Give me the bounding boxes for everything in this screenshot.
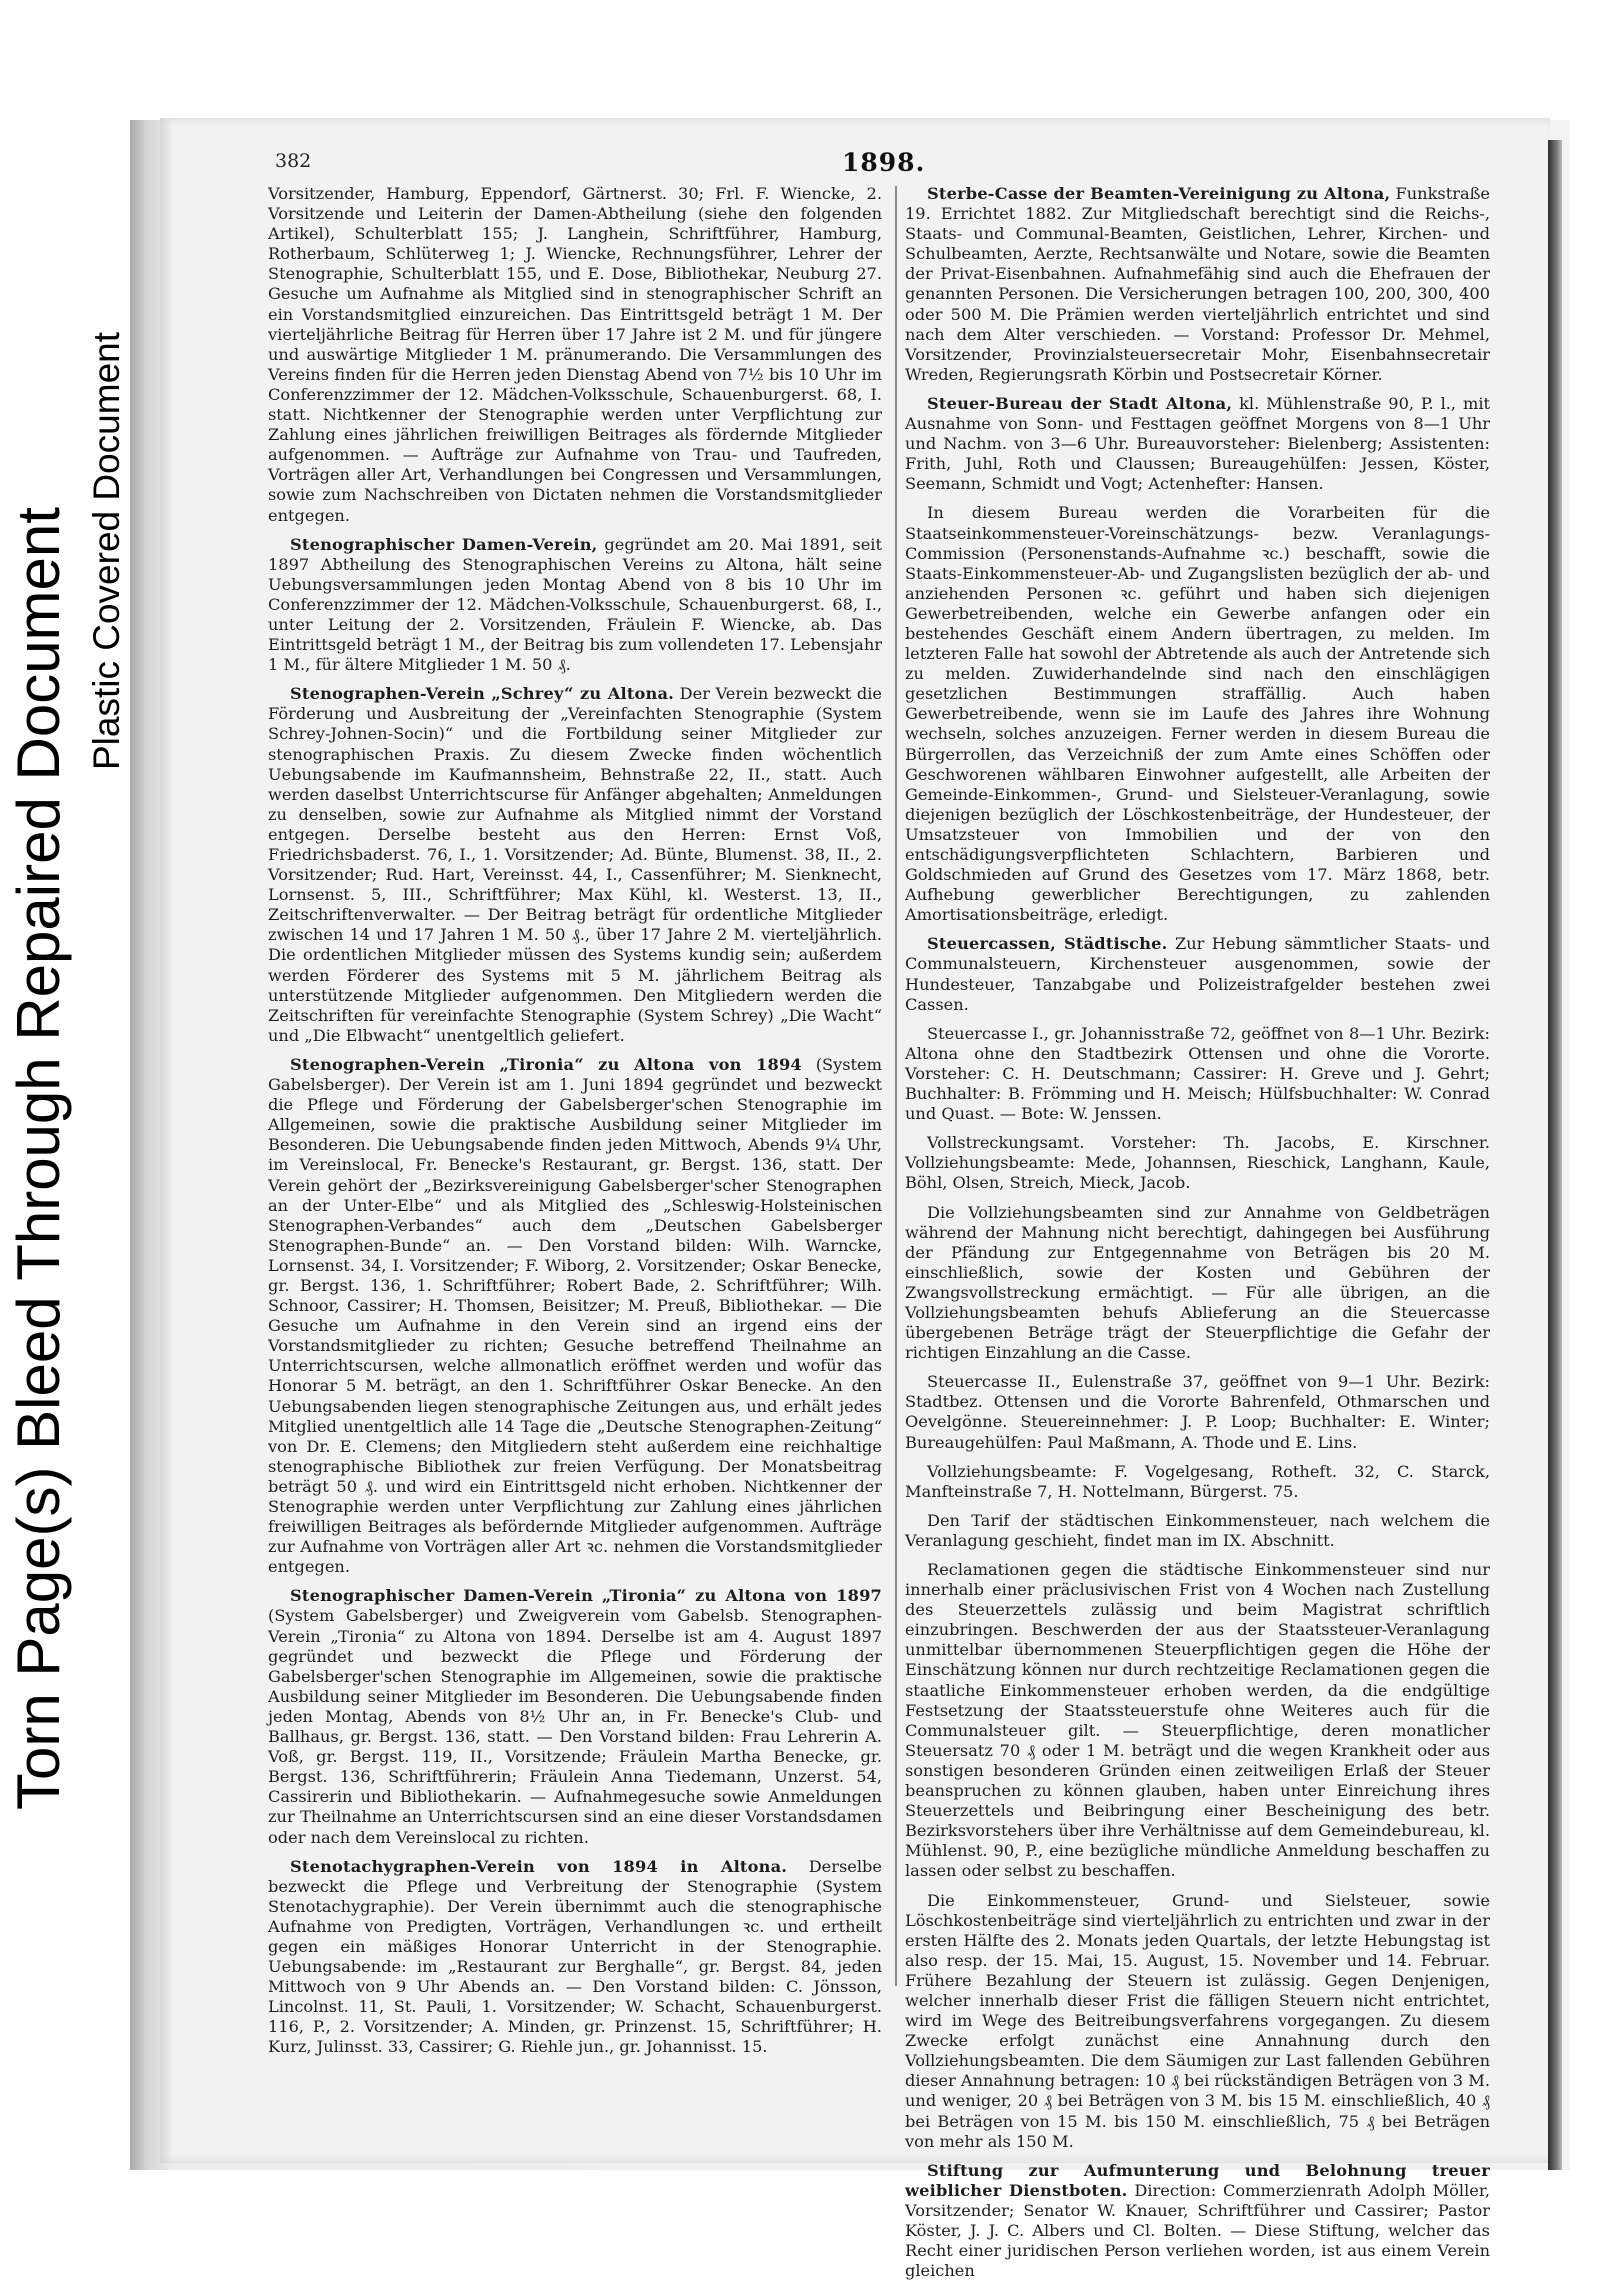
entry-text: Vollziehungsbeamte: F. Vogelgesang, Rotheft. 32, C. Starck, Manfteinstraße 7, H. Nottelmann, Bürgerst. 75. xyxy=(905,1461,1490,1501)
column-entry xyxy=(268,535,882,676)
column-entry xyxy=(268,184,882,526)
entry-text: Steuercasse II., Eulenstraße 37, geöffnet von 9—1 Uhr. Bezirk: Stadtbez. Ottensen und die Vororte Bahrenfeld, Othmarschen und Oevelgönne. Steuereinnehmer: J. P. Loop; Buchhalter: E. Winter; Bureaugehülfen: Paul Maßmann, A. Thode und E. Lins. xyxy=(905,1372,1490,1452)
right-column xyxy=(905,184,1490,2290)
scan-condition-label: Plastic Covered Document xyxy=(86,331,127,770)
entry-text: (System Gabelsberger) und Zweigverein vom Gabelsb. Stenographen-Verein „Tironia“ zu Altona von 1894. Derselbe ist am 4. August 1897 gegründet und bezweckt die Pflege und Förderung der Gabelsberger'schen Stenographie im Allgemeinen, sowie die praktische Ausbildung seiner Mitglieder im Besonderen. Die Uebungsabende finden jeden Montag, Abends von 8½ Uhr an, in Fr. Benecke's Club- und Ballhaus, gr. Bergst. 136, statt. — Den Vorstand bilden: Frau Lehrerin A. Voß, gr. Bergst. 119, II., Vorsitzende; Fräulein Martha Benecke, gr. Bergst. 136, Schriftführerin; Fräulein Anna Tiedemann, Unzerst. 54, Cassirerin und Bibliothekarin. — Aufnahmegesuche sowie Anmeldungen zur Theilnahme an Unterrichtscursen sind an eine dieser Vorstandsdamen oder nach dem Vereinslocal zu richten. xyxy=(268,1606,882,1847)
page-binding-edge xyxy=(1548,140,1562,2170)
entry-text: Reclamationen gegen die städtische Einkommensteuer sind nur innerhalb einer präclusivischen Frist von 4 Wochen nach Zustellung des Steuerzettels zulässig und beim Magistrat schriftlich einzubringen. Beschwerden der aus der Staatssteuer-Veranlagung unmittelbar übernommenen Steuerpflichtigen gegen die Höhe der Einschätzung können nur durch rechtzeitige Reclamationen gegen die staatliche Einkommensteuer erhoben werden, da die endgültige Festsetzung der Staatssteuerstufe ohne Weiteres auch für die Communalsteuer gilt. — Steuerpflichtige, deren monatlicher Steuersatz 70 ₰ oder 1 M. beträgt und die wegen Krankheit oder aus sonstigen besonderen Gründen einen zeitweiligen Erlaß der Steuer beanspruchen zu können glauben, haben unter Einreichung ihres Steuerzettels und Beibringung einer Bescheinigung des betr. Bezirksvorstehers über ihre Verhältnisse auf dem Gemeindebureau, kl. Mühlenst. 90, P., eine bezügliche mündliche Anmeldung beschaffen zu lassen oder selbst zu beschaffen. xyxy=(905,1560,1490,1881)
entry-text: kl. Mühlenstraße 90, P. l., mit Ausnahme von Sonn- und Festtagen geöffnet Morgens von 8—1 Uhr und Nachm. von 3—6 Uhr. Bureauvorsteher: Bielenberg; Assistenten: Frith, Juhl, Roth und Claussen; Bureaugehülfen: Jessen, Köster, Seemann, Schmidt und Vogt; Actenhefter: Hansen. xyxy=(905,393,1491,494)
entry-heading: Stiftung zur Aufmunterung und Belohnung treuer weiblicher Dienstboten. xyxy=(905,2160,1490,2200)
entry-text: Funkstraße 19. Errichtet 1882. Zur Mitgliedschaft berechtigt sind die Reichs-, Staats- und Communal-Beamten, Geistlichen, Lehrer, Kirchen- und Schulbeamten, Aerzte, Rechtsanwälte und Notare, sowie die Beamten der Privat-Eisenbahnen. Aufnahmefähig sind auch die Ehefrauen der genannten Personen. Die Versicherungen betragen 100, 200, 300, 400 oder 500 M. Die Prämien werden vierteljährlich entrichtet und sind nach dem Alter verschieden. — Vorstand: Professor Dr. Mehmel, Vorsitzender, Provinzialsteuersecretair Mohr, Eisenbahnsecretair Wreden, Regierungsrath Körbin und Postsecretair Körner. xyxy=(905,184,1491,384)
entry-heading: Stenographischer Damen-Verein „Tironia“ zu Altona von 1897 xyxy=(290,1586,882,1606)
column-divider xyxy=(895,186,897,1986)
entry-heading: Steuercassen, Städtische. xyxy=(927,934,1168,954)
column-entry xyxy=(905,1372,1490,1452)
entry-heading: Steuer-Bureau der Stadt Altona, xyxy=(927,393,1233,413)
column-entry xyxy=(905,2161,1490,2282)
entry-text: Vorsitzender, Hamburg, Eppendorf, Gärtnerst. 30; Frl. F. Wiencke, 2. Vorsitzende und Leiterin der Damen-Abtheilung (siehe den folgenden Artikel), Schulterblatt 155; J. Langhein, Schriftführer, Hamburg, Rotherbaum, Schlüterweg 1; J. Wiencke, Rechnungsführer, Lehrer der Stenographie, Schulterblatt 155, und E. Dose, Bibliothekar, Neuburg 27. Gesuche um Aufnahme als Mitglied sind in stenographischer Schrift an ein Vorstandsmitglied einzureichen. Das Eintrittsgeld beträgt 1 M. Der vierteljährliche Beitrag für Herren über 17 Jahre ist 2 M. und für jüngere und auswärtige Mitglieder 1 M. pränumerando. Die Versammlungen des Vereins finden für die Herren jeden Dienstag Abend von 7½ bis 10 Uhr im Conferenzzimmer der 12. Mädchen-Volksschule, Schauenburgerst. 68, I. statt. Nichtkenner der Stenographie werden unter Verpflichtung zur Zahlung eines jährlichen freiwilligen Beitrages als fördernde Mitglieder aufgenommen. — Aufträge zur Aufnahme von Trau- und Taufreden, Vorträgen aller Art, Verhandlungen bei Congressen und Versammlungen, sowie zum Nachschreiben von Dictaten nehmen die Vorstandsmitglieder entgegen. xyxy=(268,184,882,525)
column-entry xyxy=(905,1511,1490,1551)
entry-heading: Stenotachygraphen-Verein von 1894 in Altona. xyxy=(290,1856,788,1876)
entry-text: Zur Hebung sämmtlicher Staats- und Communalsteuern, Kirchensteuer ausgenommen, sowie der Hundesteuer, Tanzabgabe und Polizeistrafgelder bestehen zwei Cassen. xyxy=(905,934,1491,1014)
column-entry xyxy=(905,1133,1490,1193)
column-entry xyxy=(905,394,1490,494)
column-entry xyxy=(905,1462,1490,1502)
column-entry xyxy=(268,1586,882,1847)
column-entry xyxy=(268,1055,882,1577)
page-header-year: 1898. xyxy=(842,148,926,177)
column-entry xyxy=(268,684,882,1046)
entry-heading: Stenographischer Damen-Verein, xyxy=(290,534,598,554)
column-entry xyxy=(905,1203,1490,1364)
entry-heading: Sterbe-Casse der Beamten-Vereinigung zu Altona, xyxy=(927,184,1391,203)
column-entry xyxy=(905,934,1490,1014)
entry-text: Vollstreckungsamt. Vorsteher: Th. Jacobs, E. Kirschner. Vollziehungsbeamte: Mede, Johannsen, Rieschick, Langhann, Kaule, Böhl, Olsen, Streich, Mieck, Jacob. xyxy=(905,1133,1490,1193)
entry-text: Steuercasse I., gr. Johannisstraße 72, geöffnet von 8—1 Uhr. Bezirk: Altona ohne den Stadtbezirk Ottensen und ohne die Vororte. Vorsteher: C. H. Deutschmann; Cassirer: H. Greve und J. Gehrt; Buchhalter: B. Frömming und H. Meisch; Hülfsbuchhalter: W. Conrad und Quast. — Bote: W. Jenssen. xyxy=(905,1023,1490,1124)
entry-text: gegründet am 20. Mai 1891, seit 1897 Abtheilung des Stenographischen Vereins zu Altona, hält seine Uebungsversammlungen jeden Montag Abend von 8 bis 10 Uhr im Conferenzzimmer der 12. Mädchen-Volksschule, Schauenburgerst. 68, I., unter Leitung der 2. Vorsitzenden, Fräulein F. Wiencke, ab. Das Eintrittsgeld beträgt 1 M., der Beitrag bis zum vollendeten 17. Lebensjahr 1 M., für ältere Mitglieder 1 M. 50 ₰. xyxy=(268,534,882,675)
scan-defect-label: Torn Page(s) Bleed Through Repaired Document xyxy=(5,507,72,1810)
entry-text: Den Tarif der städtischen Einkommensteuer, nach welchem die Veranlagung geschieht, findet man im IX. Abschnitt. xyxy=(905,1510,1490,1550)
left-column xyxy=(268,184,882,2067)
entry-text: (System Gabelsberger). Der Verein ist am 1. Juni 1894 gegründet und bezweckt die Pflege und Förderung der Gabelsberger'schen Stenographie im Allgemeinen, sowie die praktische Ausbildung seiner Mitglieder im Besonderen. Die Uebungsabende finden jeden Mittwoch, Abends 9¼ Uhr, im Vereinslocal, Fr. Benecke's Restaurant, gr. Bergst. 136, statt. Der Verein gehört der „Bezirksvereinigung Gabelsberger'scher Stenographen an der Unter-Elbe“ und als Mitglied des „Schleswig-Holsteinischen Stenographen-Verbandes“ auch dem „Deutschen Gabelsberger Stenographen-Bunde“ an. — Den Vorstand bilden: Wilh. Warncke, Lornsenst. 34, I. Vorsitzender; F. Wiborg, 2. Vorsitzender; Oskar Benecke, gr. Bergst. 136, 1. Schriftführer; Robert Bade, 2. Schriftführer; Wilh. Schnoor, Cassirer; H. Thomsen, Beisitzer; M. Preuß, Bibliothekar. — Die Gesuche um Aufnahme in den Verein sind an irgend eins der Vorstandsmitglieder zu richten; Gesuche betreffend Theilnahme an Unterrichtscursen, welche allmonatlich eröffnet werden und wofür das Honorar 5 M. beträgt, an den 1. Schriftführer Oskar Benecke. An den Uebungsabenden liegen stenographische Zeitungen aus, und erhält jedes Mitglied unentgeltlich alle 14 Tage die „Deutsche Stenographen-Zeitung“ von Dr. E. Clemens; den Mitgliedern steht außerdem eine reichhaltige stenographische Bibliothek zur freien Verfügung. Der Monatsbeitrag beträgt 50 ₰. und wird ein Eintrittsgeld nicht erhoben. Nichtkenner der Stenographie werden unter Verpflichtung zur Zahlung eines jährlichen freiwilligen Beitrages als befördernde Mitglieder aufgenommen. Aufträge zur Aufnahme von Vorträgen aller Art ꝛc. nehmen die Vorstandsmitglieder entgegen. xyxy=(268,1054,882,1577)
column-entry xyxy=(905,1560,1490,1882)
column-entry xyxy=(905,184,1490,385)
entry-text: Direction: Commerzienrath Adolph Möller, Vorsitzender; Senator W. Knauer, Schriftführer und Cassirer; Pastor Köster, J. J. C. Albers und Cl. Bolten. — Diese Stiftung, welcher das Recht einer juridischen Person verliehen worden, ist aus einem Verein gleichen xyxy=(905,2180,1490,2281)
page-number: 382 xyxy=(275,150,312,172)
column-entry xyxy=(905,503,1490,925)
entry-heading: Stenographen-Verein „Tironia“ zu Altona von 1894 xyxy=(290,1054,802,1074)
entry-text: Die Einkommensteuer, Grund- und Sielsteuer, sowie Löschkostenbeiträge sind vierteljährlich zu entrichten und zwar in der ersten Hälfte des 2. Monats jeden Quartals, der letzte Hebungstag ist also resp. der 15. Mai, 15. August, 15. November und 14. Februar. Frühere Bezahlung der Steuern ist zulässig. Gegen Denjenigen, welcher innerhalb dieser Frist die fälligen Steuern nicht entrichtet, wird im Wege des Beitreibungsverfahrens vorgegangen. Zu diesem Zwecke erfolgt zunächst eine Annahnung durch den Vollziehungsbeamten. Die dem Säumigen zur Last fallenden Gebühren dieser Annahnung betragen: 10 ₰ bei rückständigen Beträgen von 3 M. und weniger, 20 ₰ bei Beträgen von 3 M. bis 15 M. einschließlich, 40 ₰ bei Beträgen von 15 M. bis 150 M. einschließlich, 75 ₰ bei Beträgen von mehr als 150 M. xyxy=(905,1890,1490,2151)
entry-text: Die Vollziehungsbeamten sind zur Annahme von Geldbeträgen während der Mahnung nicht berechtigt, dahingegen bei Ausführung der Pfändung zur Entgegennahme von Beträgen bis 20 M. einschließlich, sowie der Kosten und Gebühren der Zwangsvollstreckung ermächtigt. — Für alle übrigen, an die Vollziehungsbeamten behufs Ablieferung an die Steuercasse übergebenen Beträge trägt der Steuerpflichtige die Gefahr der richtigen Einzahlung an die Casse. xyxy=(905,1202,1490,1363)
entry-text: Der Verein bezweckt die Förderung und Ausbreitung der „Vereinfachten Stenographie (System Schrey-Johnen-Socin)“ und die Fortbildung seiner Mitglieder zur stenographischen Praxis. Zu diesem Zwecke finden wöchentlich Uebungsabende im Kaufmannsheim, Behnstraße 22, II., statt. Auch werden daselbst Unterrichtscurse für Anfänger abgehalten; Anmeldungen zu denselben, sowie zur Aufnahme als Mitglied nimmt der Vorstand entgegen. Derselbe besteht aus den Herren: Ernst Voß, Friedrichsbaderst. 76, I., 1. Vorsitzender; Ad. Bünte, Blumenst. 38, II., 2. Vorsitzender; Rud. Hart, Vereinsst. 44, I., Cassenführer; M. Sienknecht, Lornsenst. 5, III., Schriftführer; Max Kühl, kl. Westerst. 13, II., Zeitschriftenverwalter. — Der Beitrag beträgt für ordentliche Mitglieder zwischen 14 und 17 Jahren 1 M. 50 ₰., über 17 Jahre 2 M. vierteljährlich. Die ordentlichen Mitglieder müssen des Systems kundig sein; außerdem werden Förderer des Systems mit 5 M. jährlichem Beitrag als unterstützende Mitglieder aufgenommen. Den Mitgliedern werden die Zeitschriften für vereinfachte Stenographie (System Schrey) „Die Wacht“ und „Die Elbwacht“ unentgeltlich geliefert. xyxy=(268,684,882,1045)
entry-text: Derselbe bezweckt die Pflege und Verbreitung der Stenographie (System Stenotachygraphie). Der Verein übernimmt auch die stenographische Aufnahme von Predigten, Vorträgen, Verhandlungen ꝛc. und ertheilt gegen ein mäßiges Honorar Unterricht in der Stenographie. Uebungsabende: im „Restaurant zur Berghalle“, gr. Bergst. 84, jeden Mittwoch von 9 Uhr Abends an. — Den Vorstand bilden: C. Jönsson, Lincolnst. 11, St. Pauli, 1. Vorsitzender; W. Schacht, Schauenburgerst. 116, P., 2. Vorsitzender; A. Minden, gr. Prinzenst. 15, Schriftführer; H. Kurz, Julinsst. 33, Cassirer; G. Riehle jun., gr. Johannisst. 15. xyxy=(268,1856,882,2057)
column-entry xyxy=(905,1024,1490,1124)
entry-text: In diesem Bureau werden die Vorarbeiten für die Staatseinkommensteuer-Voreinschätzungs- bezw. Veranlagungs-Commission (Personenstands-Aufnahme ꝛc.) beschafft, sowie die Staats-Einkommensteuer-Ab- und Zugangslisten bezüglich der ab- und anziehenden Personen ꝛc. geführt und haben sich diejenigen Gewerbetreibenden, welche ein Gewerbe anfangen oder ein bestehendes Geschäft einem Andern übertragen, zu melden. Im letzteren Falle hat sowohl der Abtretende als auch der Antretende sich zu melden. Zuwiderhandelnde sind nach den einschlägigen gesetzlichen Bestimmungen straffällig. Auch haben Gewerbetreibende, wenn sie im Laufe des Jahres ihre Wohnung wechseln, solches anzuzeigen. Ferner werden in diesem Bureau die Bürgerrollen, das Verzeichniß der zum Amte eines Schöffen oder Geschworenen wählbaren Einwohner aufgestellt, alle Arbeiten der Gemeinde-Einkommen-, Grund- und Sielsteuer-Veranlagung, sowie diejenigen bezüglich der Löschkostenbeiträge, der Hundesteuer, der Umsatzsteuer von Immobilien und der von den entschädigungsverpflichteten Schlachtern, Barbieren und Goldschmieden auf Grund des Gesetzes vom 17. März 1868, betr. Aufhebung gewerblicher Berechtigungen, zu zahlenden Amortisationsbeiträge, erledigt. xyxy=(905,503,1490,925)
column-entry xyxy=(268,1857,882,2058)
entry-heading: Stenographen-Verein „Schrey“ zu Altona. xyxy=(290,684,674,704)
column-entry xyxy=(905,1891,1490,2152)
